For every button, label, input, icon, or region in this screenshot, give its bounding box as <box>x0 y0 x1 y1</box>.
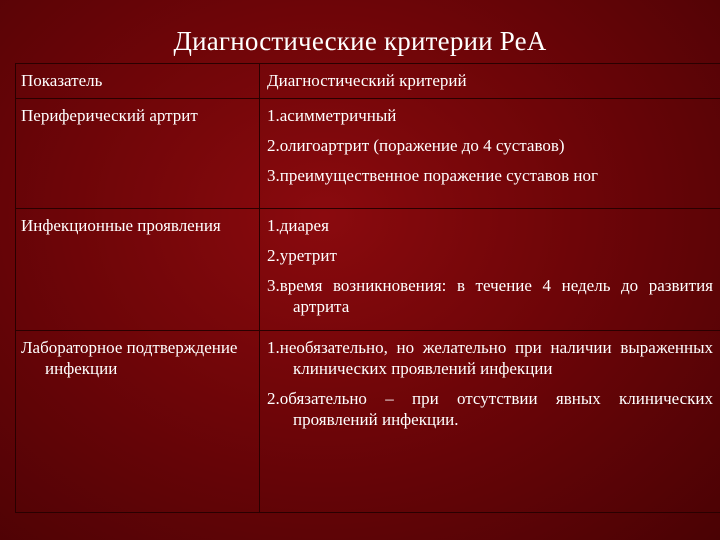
criterion-item: 1.необязательно, но желательно при наличии выраженных клинических проявлений инфекции <box>267 338 713 378</box>
table-row <box>16 209 720 331</box>
table-row <box>16 99 720 209</box>
header-indicator: Показатель <box>16 64 260 99</box>
criterion-item: 1.диарея <box>267 216 329 235</box>
header-criterion: Диагностический критерий <box>260 64 720 99</box>
criterion-item: 3.время возникновения: в течение 4 недель до развития артрита <box>267 276 713 316</box>
row-indicator <box>16 331 260 513</box>
slide-title: Диагностические критерии РеА <box>173 26 547 56</box>
row-indicator <box>16 209 260 331</box>
indicator-text: Периферический артрит <box>21 106 198 125</box>
criterion-item: 2.олигоартрит (поражение до 4 суставов) <box>267 136 565 155</box>
row-criteria <box>260 209 720 331</box>
indicator-text: Лабораторное подтверждение инфекции <box>21 338 238 378</box>
row-criteria <box>260 99 720 209</box>
criterion-item: 1.асимметричный <box>267 106 397 125</box>
criterion-item: 2.обязательно – при отсутствии явных клинических проявлений инфекции. <box>267 389 713 429</box>
table-header-row <box>16 64 720 99</box>
criterion-item: 2.уретрит <box>267 246 337 265</box>
criterion-item: 3.преимущественное поражение суставов ног <box>267 166 598 185</box>
table-row <box>16 331 720 513</box>
indicator-text: Инфекционные проявления <box>21 216 221 235</box>
row-criteria <box>260 331 720 513</box>
criteria-table <box>15 63 720 513</box>
row-indicator <box>16 99 260 209</box>
